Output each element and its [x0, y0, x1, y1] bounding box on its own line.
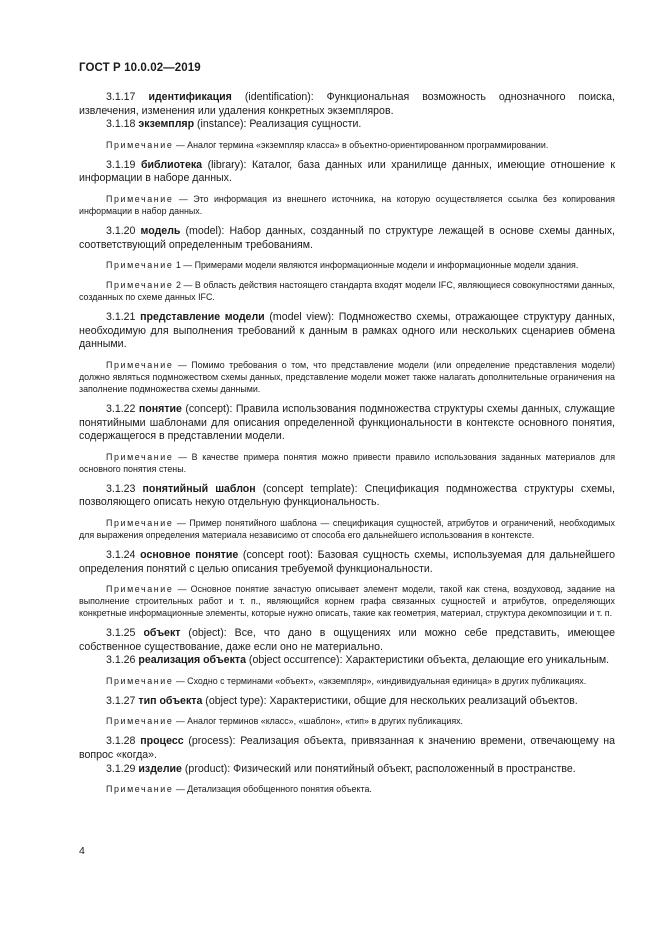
note-label: Примечание [106, 139, 174, 150]
note-label: Примечание [106, 675, 174, 686]
note-text: — Это информация из внешнего источника, на которую осуществляется ссылка без копирования информации в набор данных. [79, 193, 615, 216]
term-entry [79, 654, 615, 668]
term-note [79, 715, 615, 727]
term-name: изделие [138, 762, 182, 775]
term-name: реализация объекта [138, 654, 246, 667]
term-entry [79, 763, 615, 777]
standard-header: ГОСТ Р 10.0.02—2019 [79, 62, 201, 74]
term-entry [79, 735, 615, 762]
note-text: — Детализация обобщенного понятия объекта. [173, 784, 372, 795]
term-number: 3.1.17 [106, 91, 136, 103]
note-text: — Основное понятие зачастую описывает элемент модели, такой как стена, воздуховод, задание на выполнение строительных работ и т. п., являющийся корнем графа связанных сущностей и атрибутов, определяющих конкретные информационные элементы, которые нужно описать, такие как геометрия, материал, структура декомпозиции и т. п. [79, 584, 615, 619]
term-definition: (product): Физический или понятийный объект, расположенный в пространстве. [181, 762, 576, 775]
term-definition: (concept template): Спецификация подмножества структуры схемы, позволяющего описать некую отдельную функциональность. [79, 482, 615, 509]
term-definition: (object): Все, что дано в ощущениях или можно себе представить, имеющее собственное существование, даже если оно не материально. [79, 627, 615, 653]
note-label: Примечание [106, 517, 174, 528]
term-number: 3.1.24 [106, 548, 136, 561]
term-definition: (object type): Характеристики, общие для нескольких реализаций объектов. [202, 694, 578, 707]
term-name: идентификация [148, 91, 232, 103]
term-entry [79, 311, 615, 352]
term-number: 3.1.27 [106, 694, 136, 707]
note-text: 2 — В область действия настоящего стандарта входят модели IFC, являющиеся совокупностями данных, созданных по схеме данных IFC. [79, 280, 615, 303]
term-definition: (concept root): Базовая сущность схемы, используемая для дальнейшего определения понятий с целью описания требуемой функциональности. [79, 548, 615, 575]
term-name: библиотека [141, 158, 203, 171]
term-entry [79, 549, 615, 576]
term-name: тип объекта [138, 694, 203, 707]
note-text: — В качестве примера понятия можно привести правило использования заданных материалов для основного понятия стены. [79, 451, 615, 474]
term-note [79, 451, 615, 475]
term-definition: (concept): Правила использования подмножества структуры схемы данных, служащие понятийными шаблонами для описания определенной функциональности в контексте основного понятия, содержащегося в представлении модели. [79, 402, 615, 443]
term-entry [79, 695, 615, 709]
term-number: 3.1.26 [106, 654, 136, 667]
term-note [79, 359, 615, 395]
term-definition: (object occurrence): Характеристики объекта, делающие его уникальным. [245, 654, 610, 667]
term-entry [79, 403, 615, 444]
term-number: 3.1.29 [106, 762, 136, 775]
note-label: Примечание [106, 193, 174, 204]
term-number: 3.1.25 [106, 627, 136, 640]
note-text: — Аналог терминов «класс», «шаблон», «тип» в других публикациях. [173, 716, 464, 727]
term-definition: (process): Реализация объекта, привязанная к значению времени, отвечающему на вопрос «когда». [79, 735, 615, 762]
term-entry [79, 483, 615, 510]
term-definition: (instance): Реализация сущности. [194, 118, 362, 131]
term-note [79, 193, 615, 217]
term-name: экземпляр [138, 118, 195, 131]
note-text: — Аналог термина «экземпляр класса» в объектно-ориентированном программировании. [173, 139, 549, 150]
term-number: 3.1.23 [106, 482, 136, 495]
term-number: 3.1.21 [106, 311, 136, 324]
note-label: Примечание [106, 584, 174, 595]
term-entry [79, 627, 615, 654]
term-name: основное понятие [140, 548, 239, 561]
term-entry [79, 225, 615, 252]
term-number: 3.1.22 [106, 402, 136, 415]
term-entry [79, 91, 615, 118]
term-definition: (identification): Функциональная возможность однозначного поиска, извлечения, изменения или удаления конкретных экземпляров. [79, 91, 616, 117]
term-definition: (model): Набор данных, созданный по структуре лежащей в основе схемы данных, соответствующий определенным требованиям. [79, 224, 615, 251]
term-note [79, 675, 615, 687]
note-text: — Помимо требования о том, что представление модели (или определение представления модели) должно являться подмножеством схемы данных, представление модели может также налагать дополнительные ограничения на заполнение подмножества схемы данными. [79, 359, 615, 394]
term-entry [79, 118, 615, 132]
note-text: — Пример понятийного шаблона — спецификация сущностей, атрибутов и ограничений, необходимых для выражения определения материала независимо от способа его дальнейшего использования в контексте. [79, 517, 615, 540]
term-number: 3.1.18 [106, 118, 136, 131]
note-label: Примечание [106, 260, 174, 271]
term-note [79, 583, 615, 619]
term-note [79, 259, 615, 271]
term-definition: (model view): Подмножество схемы, отражающее структуру данных, необходимую для выполнения требований к данным в рамках одного или нескольких сценариев обмена данными. [79, 311, 615, 351]
term-entry [79, 159, 615, 186]
term-number: 3.1.19 [106, 158, 136, 171]
term-note [79, 783, 615, 795]
term-number: 3.1.28 [106, 735, 136, 748]
term-name: понятийный шаблон [142, 482, 256, 495]
note-text: — Сходно с терминами «объект», «экземпляр», «индивидуальная единица» в других публикациях. [173, 675, 587, 686]
note-label: Примечание [106, 784, 174, 795]
term-name: процесс [140, 735, 184, 748]
terms-section [79, 91, 615, 803]
note-label: Примечание [106, 359, 174, 370]
term-name: объект [143, 627, 181, 640]
term-name: представление модели [140, 311, 265, 324]
note-label: Примечание [106, 716, 174, 727]
note-label: Примечание [106, 280, 174, 291]
note-text: 1 — Примерами модели являются информационные модели и информационные модели здания. [173, 260, 579, 271]
term-name: модель [140, 224, 181, 237]
term-note [79, 279, 615, 303]
note-label: Примечание [106, 451, 174, 462]
page-number: 4 [79, 845, 85, 857]
term-number: 3.1.20 [106, 224, 136, 237]
term-note [79, 517, 615, 541]
term-note [79, 139, 615, 151]
term-name: понятие [138, 402, 182, 415]
term-definition: (library): Каталог, база данных или хранилище данных, имеющие отношение к информации в наборе данных. [79, 158, 615, 185]
